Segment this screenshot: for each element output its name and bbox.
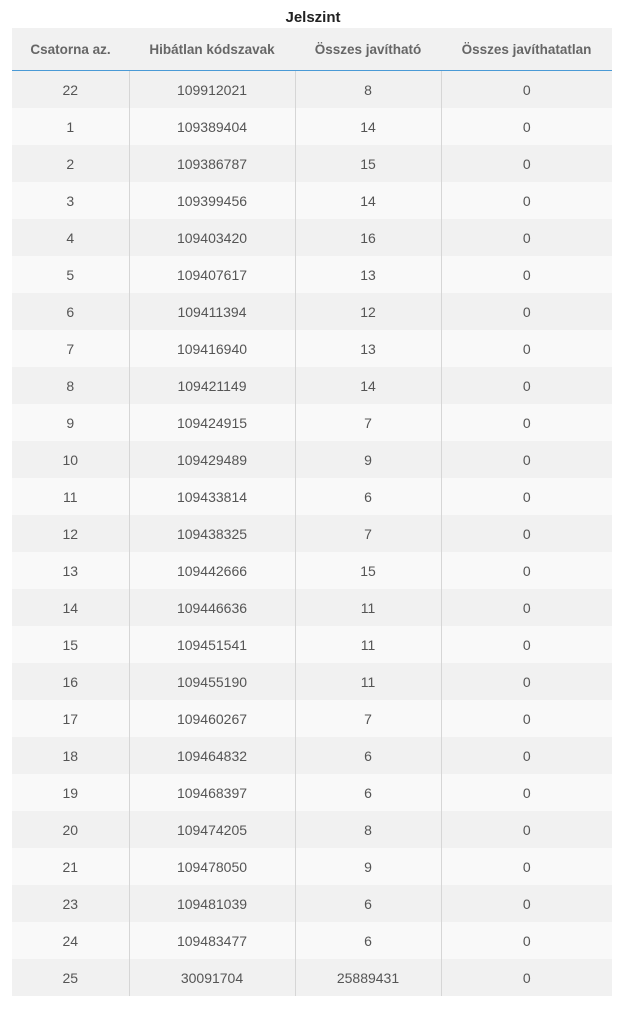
cell-total-correctable: 9 bbox=[295, 848, 441, 885]
cell-channel-id: 20 bbox=[12, 811, 129, 848]
cell-total-correctable: 13 bbox=[295, 330, 441, 367]
column-header-total-correctable[interactable]: Összes javítható bbox=[295, 28, 441, 71]
cell-channel-id: 3 bbox=[12, 182, 129, 219]
cell-total-uncorrectable: 0 bbox=[441, 589, 612, 626]
cell-total-uncorrectable: 0 bbox=[441, 441, 612, 478]
header-row bbox=[12, 28, 612, 71]
cell-total-uncorrectable: 0 bbox=[441, 219, 612, 256]
cell-total-uncorrectable: 0 bbox=[441, 885, 612, 922]
cell-channel-id: 21 bbox=[12, 848, 129, 885]
cell-total-correctable: 14 bbox=[295, 367, 441, 404]
table-row bbox=[12, 293, 612, 330]
cell-total-correctable: 6 bbox=[295, 774, 441, 811]
table-header bbox=[12, 28, 612, 71]
table-row bbox=[12, 626, 612, 663]
cell-total-correctable: 8 bbox=[295, 811, 441, 848]
table-row bbox=[12, 589, 612, 626]
cell-error-free-codewords: 109403420 bbox=[129, 219, 295, 256]
channel-stats-table bbox=[12, 28, 612, 996]
cell-error-free-codewords: 109468397 bbox=[129, 774, 295, 811]
cell-total-uncorrectable: 0 bbox=[441, 737, 612, 774]
cell-total-correctable: 11 bbox=[295, 663, 441, 700]
cell-total-uncorrectable: 0 bbox=[441, 774, 612, 811]
cell-channel-id: 24 bbox=[12, 922, 129, 959]
cell-channel-id: 22 bbox=[12, 71, 129, 109]
cell-error-free-codewords: 109386787 bbox=[129, 145, 295, 182]
table-row bbox=[12, 256, 612, 293]
table-title: Jelszint bbox=[285, 9, 341, 26]
cell-total-uncorrectable: 0 bbox=[441, 145, 612, 182]
table-row bbox=[12, 404, 612, 441]
cell-total-uncorrectable: 0 bbox=[441, 700, 612, 737]
cell-total-uncorrectable: 0 bbox=[441, 626, 612, 663]
cell-channel-id: 15 bbox=[12, 626, 129, 663]
table-row bbox=[12, 848, 612, 885]
cell-total-correctable: 15 bbox=[295, 145, 441, 182]
cell-total-uncorrectable: 0 bbox=[441, 404, 612, 441]
table-body bbox=[12, 71, 612, 997]
cell-total-correctable: 16 bbox=[295, 219, 441, 256]
cell-total-uncorrectable: 0 bbox=[441, 922, 612, 959]
table-row bbox=[12, 737, 612, 774]
table-row bbox=[12, 478, 612, 515]
cell-total-uncorrectable: 0 bbox=[441, 515, 612, 552]
cell-channel-id: 8 bbox=[12, 367, 129, 404]
cell-total-correctable: 7 bbox=[295, 700, 441, 737]
table-row bbox=[12, 71, 612, 109]
cell-channel-id: 9 bbox=[12, 404, 129, 441]
table-row bbox=[12, 811, 612, 848]
cell-channel-id: 12 bbox=[12, 515, 129, 552]
table-row bbox=[12, 552, 612, 589]
cell-channel-id: 7 bbox=[12, 330, 129, 367]
cell-total-correctable: 12 bbox=[295, 293, 441, 330]
cell-error-free-codewords: 109912021 bbox=[129, 71, 295, 109]
table-row bbox=[12, 367, 612, 404]
cell-total-correctable: 6 bbox=[295, 885, 441, 922]
cell-error-free-codewords: 109411394 bbox=[129, 293, 295, 330]
cell-total-uncorrectable: 0 bbox=[441, 71, 612, 109]
cell-total-correctable: 14 bbox=[295, 182, 441, 219]
cell-channel-id: 14 bbox=[12, 589, 129, 626]
cell-error-free-codewords: 109483477 bbox=[129, 922, 295, 959]
cell-channel-id: 10 bbox=[12, 441, 129, 478]
cell-error-free-codewords: 109424915 bbox=[129, 404, 295, 441]
table-row bbox=[12, 515, 612, 552]
cell-channel-id: 23 bbox=[12, 885, 129, 922]
cell-total-correctable: 7 bbox=[295, 515, 441, 552]
column-header-error-free-codewords[interactable]: Hibátlan kódszavak bbox=[129, 28, 295, 71]
cell-error-free-codewords: 109421149 bbox=[129, 367, 295, 404]
cell-channel-id: 5 bbox=[12, 256, 129, 293]
table-row bbox=[12, 108, 612, 145]
cell-total-correctable: 11 bbox=[295, 626, 441, 663]
cell-channel-id: 13 bbox=[12, 552, 129, 589]
cell-error-free-codewords: 109464832 bbox=[129, 737, 295, 774]
cell-total-correctable: 9 bbox=[295, 441, 441, 478]
cell-channel-id: 17 bbox=[12, 700, 129, 737]
cell-error-free-codewords: 109446636 bbox=[129, 589, 295, 626]
table-row bbox=[12, 441, 612, 478]
table-row bbox=[12, 182, 612, 219]
cell-error-free-codewords: 109389404 bbox=[129, 108, 295, 145]
cell-total-correctable: 6 bbox=[295, 922, 441, 959]
table-row bbox=[12, 663, 612, 700]
cell-total-uncorrectable: 0 bbox=[441, 256, 612, 293]
column-header-total-uncorrectable[interactable]: Összes javíthatatlan bbox=[441, 28, 612, 71]
cell-error-free-codewords: 109429489 bbox=[129, 441, 295, 478]
cell-total-correctable: 15 bbox=[295, 552, 441, 589]
cell-total-correctable: 25889431 bbox=[295, 959, 441, 996]
cell-total-uncorrectable: 0 bbox=[441, 959, 612, 996]
cell-total-correctable: 6 bbox=[295, 737, 441, 774]
cell-total-uncorrectable: 0 bbox=[441, 108, 612, 145]
column-header-channel-id[interactable]: Csatorna az. bbox=[12, 28, 129, 71]
cell-total-uncorrectable: 0 bbox=[441, 848, 612, 885]
cell-channel-id: 18 bbox=[12, 737, 129, 774]
cell-channel-id: 19 bbox=[12, 774, 129, 811]
cell-total-uncorrectable: 0 bbox=[441, 293, 612, 330]
table-row bbox=[12, 219, 612, 256]
table-row bbox=[12, 145, 612, 182]
table-row bbox=[12, 885, 612, 922]
cell-total-correctable: 11 bbox=[295, 589, 441, 626]
cell-error-free-codewords: 109474205 bbox=[129, 811, 295, 848]
cell-total-uncorrectable: 0 bbox=[441, 182, 612, 219]
cell-total-correctable: 8 bbox=[295, 71, 441, 109]
cell-error-free-codewords: 109433814 bbox=[129, 478, 295, 515]
table-row bbox=[12, 330, 612, 367]
cell-channel-id: 6 bbox=[12, 293, 129, 330]
cell-error-free-codewords: 109451541 bbox=[129, 626, 295, 663]
cell-total-uncorrectable: 0 bbox=[441, 811, 612, 848]
cell-total-uncorrectable: 0 bbox=[441, 552, 612, 589]
cell-error-free-codewords: 30091704 bbox=[129, 959, 295, 996]
cell-channel-id: 2 bbox=[12, 145, 129, 182]
cell-total-correctable: 7 bbox=[295, 404, 441, 441]
cell-channel-id: 16 bbox=[12, 663, 129, 700]
cell-total-correctable: 6 bbox=[295, 478, 441, 515]
cell-error-free-codewords: 109407617 bbox=[129, 256, 295, 293]
table-row bbox=[12, 774, 612, 811]
cell-total-correctable: 14 bbox=[295, 108, 441, 145]
cell-error-free-codewords: 109481039 bbox=[129, 885, 295, 922]
cell-error-free-codewords: 109442666 bbox=[129, 552, 295, 589]
cell-channel-id: 25 bbox=[12, 959, 129, 996]
cell-error-free-codewords: 109478050 bbox=[129, 848, 295, 885]
table-row bbox=[12, 700, 612, 737]
cell-total-uncorrectable: 0 bbox=[441, 663, 612, 700]
cell-total-correctable: 13 bbox=[295, 256, 441, 293]
cell-error-free-codewords: 109455190 bbox=[129, 663, 295, 700]
cell-error-free-codewords: 109399456 bbox=[129, 182, 295, 219]
cell-error-free-codewords: 109438325 bbox=[129, 515, 295, 552]
table-row bbox=[12, 959, 612, 996]
cell-channel-id: 1 bbox=[12, 108, 129, 145]
cell-error-free-codewords: 109460267 bbox=[129, 700, 295, 737]
table-row bbox=[12, 922, 612, 959]
cell-error-free-codewords: 109416940 bbox=[129, 330, 295, 367]
cell-channel-id: 11 bbox=[12, 478, 129, 515]
cell-channel-id: 4 bbox=[12, 219, 129, 256]
cell-total-uncorrectable: 0 bbox=[441, 330, 612, 367]
cell-total-uncorrectable: 0 bbox=[441, 478, 612, 515]
cell-total-uncorrectable: 0 bbox=[441, 367, 612, 404]
